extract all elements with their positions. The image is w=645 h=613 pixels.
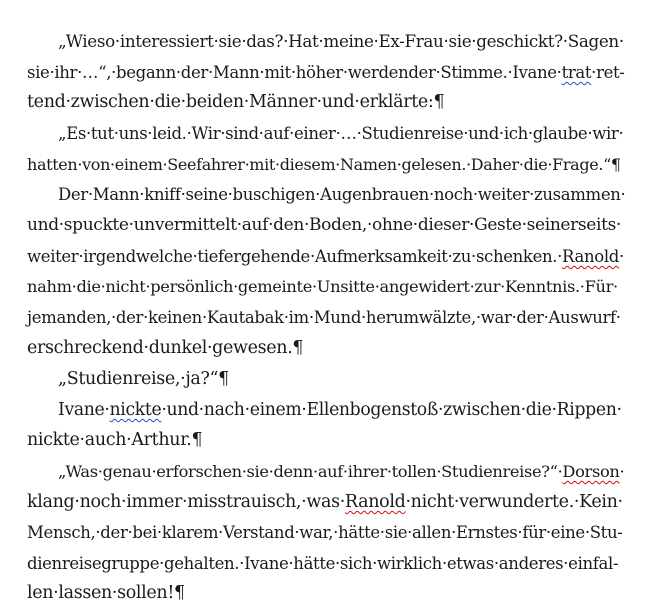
text-run: und·spuckte·unvermittelt·auf·den·Boden,·ohne·dieser·Geste·seinerseits·	[27, 215, 621, 235]
text-line	[58, 118, 626, 149]
text-run: Der·Mann·kniff·seine·buschigen·Augenbrauen·noch·weiter·zusammen·	[58, 185, 626, 204]
text-run: nahm·die·nicht·persönlich·gemeinte·Unsitte·angewidert·zur·Kenntnis.·Für·	[27, 277, 618, 296]
text-line	[58, 179, 626, 210]
text-run: weiter·irgendwelche·tiefergehende·Aufmerksamkeit·zu·schenken.·	[27, 247, 563, 266]
text-line	[58, 26, 626, 57]
text-line	[27, 87, 626, 118]
text-run: „Es·tut·uns·leid.·Wir·sind·auf·einer·…·Studienreise·und·ich·glaube·wir·	[58, 124, 624, 143]
grammar-flagged-word[interactable]: nickte	[109, 400, 162, 420]
text-run: Ivane·	[58, 400, 110, 420]
spelling-flagged-word[interactable]: Dorson	[562, 462, 620, 481]
text-run: ·nicht·verwunderte.·Kein·	[405, 492, 623, 512]
grammar-flagged-word[interactable]: trat	[561, 63, 592, 82]
text-line	[27, 333, 626, 364]
text-run: ·	[619, 247, 624, 266]
text-run: erschreckend·dunkel·gewesen.¶	[27, 338, 304, 358]
text-line	[27, 487, 626, 518]
text-run: hatten·von·einem·Seefahrer·mit·diesem·Namen·gelesen.·Daher·die·Frage.“¶	[27, 155, 621, 174]
text-run: „Wieso·interessiert·sie·das?·Hat·meine·Ex-Frau·sie·geschickt?·Sagen·	[58, 31, 624, 51]
spelling-flagged-word[interactable]: Ranold	[562, 247, 619, 266]
text-run: nickte·auch·Arthur.¶	[27, 430, 203, 450]
text-line	[27, 57, 626, 88]
text-line	[27, 149, 626, 180]
text-line	[27, 210, 626, 241]
text-line	[27, 271, 626, 302]
text-run: tend·zwischen·die·beiden·Männer·und·erklärte:¶	[27, 92, 445, 112]
text-run: sie·ihr·…“,·begann·der·Mann·mit·höher·werdender·Stimme.·Ivane·	[27, 63, 562, 82]
text-line	[27, 578, 626, 609]
text-run: len·lassen·sollen!¶	[27, 583, 185, 603]
text-run: ·und·nach·einem·Ellenbogenstoß·zwischen·die·Rippen·	[161, 400, 622, 420]
text-run: „Was·genau·erforschen·sie·denn·auf·ihrer·tollen·Studienreise?“·	[58, 462, 563, 481]
text-run: dienreisegruppe·gehalten.·Ivane·hätte·sich·wirklich·etwas·anderes·einfal-	[27, 554, 619, 573]
text-run: Mensch,·der·bei·klarem·Verstand·war,·hätte·sie·allen·Ernstes·für·eine·Stu-	[27, 523, 623, 542]
text-line	[27, 425, 626, 456]
text-line	[58, 395, 626, 426]
text-line	[27, 517, 626, 548]
text-line	[27, 302, 626, 333]
text-run: ·ret-	[591, 63, 625, 82]
text-line	[27, 241, 626, 272]
text-run: klang·noch·immer·misstrauisch,·was·	[27, 492, 345, 512]
spelling-flagged-word[interactable]: Ranold	[344, 492, 406, 512]
text-run: „Studienreise,·ja?“¶	[58, 369, 229, 389]
text-line	[58, 456, 626, 487]
text-run: ·	[619, 462, 625, 481]
text-line	[58, 364, 626, 395]
text-line	[27, 548, 626, 579]
text-run: jemanden,·der·keinen·Kautabak·im·Mund·herumwälzte,·war·der·Auswurf·	[27, 308, 621, 327]
